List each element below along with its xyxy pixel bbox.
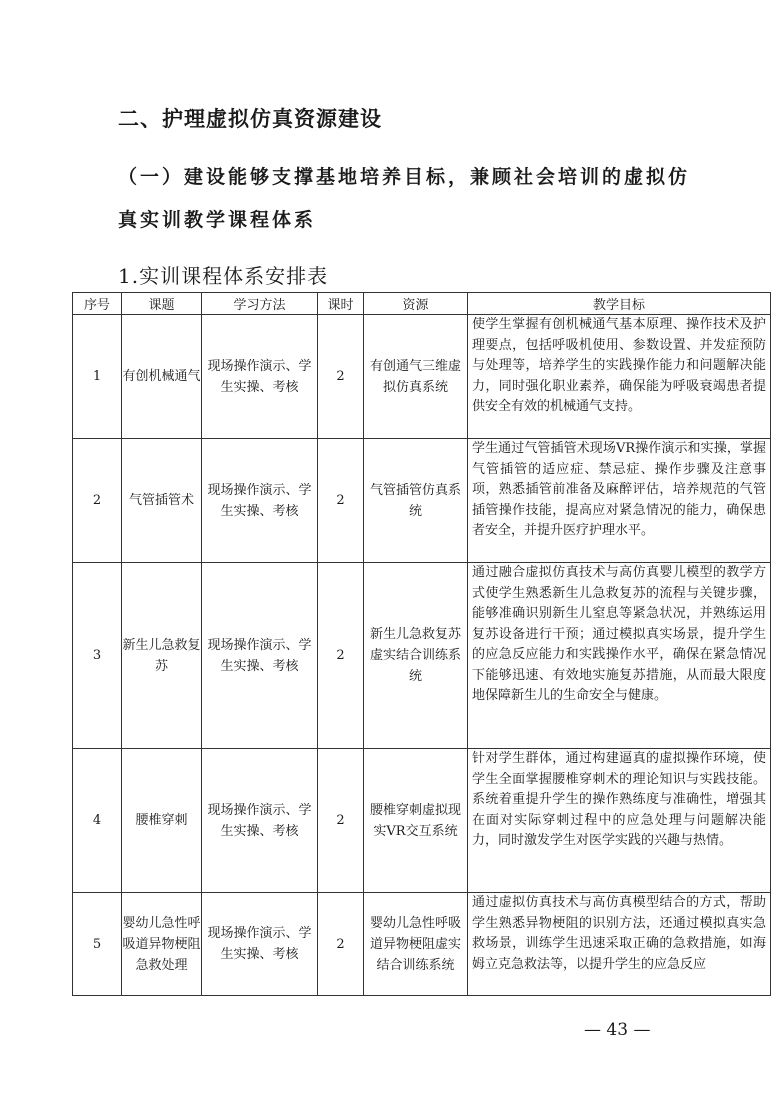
cell-resource: 婴幼儿急性呼吸道异物梗阻虚实结合训练系统 [364,893,468,996]
cell-title: 气管插管术 [122,439,202,563]
cell-hours: 2 [318,439,364,563]
cell-goal: 通过融合虚拟仿真技术与高仿真婴儿模型的教学方式使学生熟悉新生儿急救复苏的流程与关键步骤，能够准确识别新生儿窒息等紧急状况，并熟练运用复苏设备进行干预；通过模拟真实场景，提升学生的应急反应能力和实践操作水平，确保在紧急情况下能够迅速、有效地实施复苏措施，从而最大限度地保障新生儿的生命安全与健康。 [468,563,771,749]
cell-hours: 2 [318,893,364,996]
cell-title: 婴幼儿急性呼吸道异物梗阻急救处理 [122,893,202,996]
table-row [73,315,771,439]
table-caption: 1.实训课程体系安排表 [118,264,329,288]
cell-title: 新生儿急救复苏 [122,563,202,749]
cell-resource: 气管插管仿真系统 [364,439,468,563]
header-no: 序号 [73,293,122,315]
cell-goal: 学生通过气管插管术现场VR操作演示和实操，掌握气管插管的适应症、禁忌症、操作步骤及注意事项，熟悉插管前准备及麻醉评估，培养规范的气管插管操作技能，提高应对紧急情况的能力，确保患者安全，并提升医疗护理水平。 [468,439,771,563]
cell-no: 4 [73,749,122,893]
cell-resource: 新生儿急救复苏虚实结合训练系统 [364,563,468,749]
cell-goal: 通过虚拟仿真技术与高仿真模型结合的方式，帮助学生熟悉异物梗阻的识别方法，还通过模拟真实急救场景，训练学生迅速采取正确的急救措施，如海姆立克急救法等，以提升学生的应急反应 [468,893,771,996]
cell-no: 3 [73,563,122,749]
course-schedule-table [72,292,771,996]
cell-no: 5 [73,893,122,996]
cell-title: 腰椎穿刺 [122,749,202,893]
cell-method: 现场操作演示、学生实操、考核 [202,749,318,893]
cell-hours: 2 [318,563,364,749]
table-header-row [73,293,771,315]
cell-no: 1 [73,315,122,439]
subsection-heading-line-1: （一）建设能够支撑基地培养目标，兼顾社会培训的虚拟仿 [118,166,691,188]
header-goal: 教学目标 [468,293,771,315]
cell-method: 现场操作演示、学生实操、考核 [202,563,318,749]
cell-title: 有创机械通气 [122,315,202,439]
subsection-heading-line-2: 真实训教学课程体系 [118,209,317,231]
cell-resource: 腰椎穿刺虚拟现实VR交互系统 [364,749,468,893]
cell-method: 现场操作演示、学生实操、考核 [202,439,318,563]
page-number: — 43 — [584,1020,651,1040]
section-heading: 二、护理虚拟仿真资源建设 [118,107,382,131]
header-hours: 课时 [318,293,364,315]
table-row [73,893,771,996]
header-title: 课题 [122,293,202,315]
cell-no: 2 [73,439,122,563]
cell-method: 现场操作演示、学生实操、考核 [202,893,318,996]
table-row [73,563,771,749]
cell-hours: 2 [318,749,364,893]
cell-goal: 针对学生群体，通过构建逼真的虚拟操作环境，使学生全面掌握腰椎穿刺术的理论知识与实践技能。系统着重提升学生的操作熟练度与准确性，增强其在面对实际穿刺过程中的应急处理与问题解决能力，同时激发学生对医学实践的兴趣与热情。 [468,749,771,893]
cell-resource: 有创通气三维虚拟仿真系统 [364,315,468,439]
header-resource: 资源 [364,293,468,315]
cell-hours: 2 [318,315,364,439]
table-row [73,749,771,893]
cell-goal: 使学生掌握有创机械通气基本原理、操作技术及护理要点，包括呼吸机使用、参数设置、并发症预防与处理等，培养学生的实践操作能力和问题解决能力，同时强化职业素养，确保能为呼吸衰竭患者提供安全有效的机械通气支持。 [468,315,771,439]
table-row [73,439,771,563]
header-method: 学习方法 [202,293,318,315]
cell-method: 现场操作演示、学生实操、考核 [202,315,318,439]
